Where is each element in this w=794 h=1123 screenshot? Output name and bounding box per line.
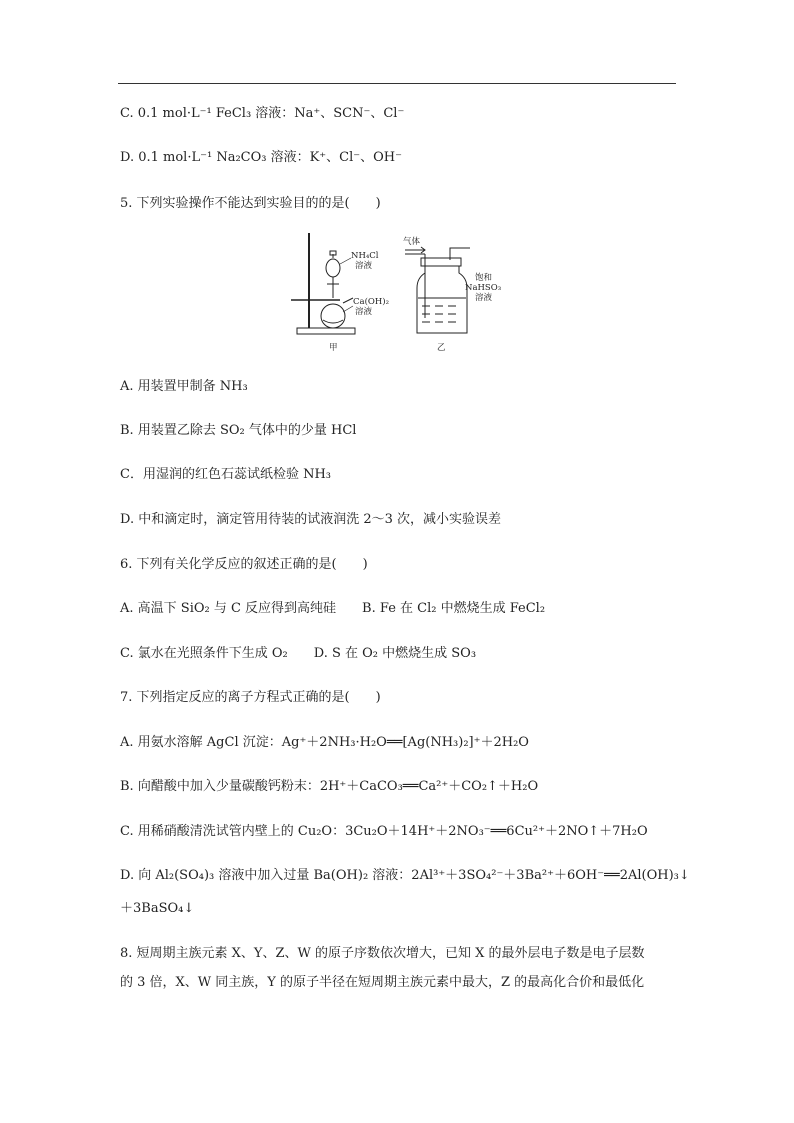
label-rongye-3: 溶液 [475, 293, 493, 303]
apparatus-diagram [285, 228, 502, 358]
option-5c: C．用湿润的红色石蕊试纸检验 NH₃ [120, 467, 332, 482]
option-7b: B. 向醋酸中加入少量碳酸钙粉末：2H⁺＋CaCO₃══Ca²⁺＋CO₂↑＋H₂O [120, 779, 539, 794]
question-8-line-1: 8. 短周期主族元素 X、Y、Z、W 的原子序数依次增大，已知 X 的最外层电子数是电子层数 [120, 946, 645, 961]
option-6ab: A. 高温下 SiO₂ 与 C 反应得到高纯硅 B. Fe 在 Cl₂ 中燃烧生成 FeCl₂ [120, 601, 546, 616]
question-7: 7. 下列指定反应的离子方程式正确的是( ) [120, 690, 381, 705]
separatory-funnel [326, 259, 340, 277]
option-4d: D. 0.1 mol·L⁻¹ Na₂CO₃ 溶液：K⁺、Cl⁻、OH⁻ [120, 150, 402, 165]
option-7a: A. 用氨水溶解 AgCl 沉淀：Ag⁺＋2NH₃·H₂O══[Ag(NH₃)₂]⁺＋2H₂O [120, 735, 529, 750]
question-5: 5. 下列实验操作不能达到实验目的的是( ) [120, 196, 381, 211]
apparatus-figure [285, 228, 502, 358]
option-5a: A. 用装置甲制备 NH₃ [120, 379, 248, 394]
option-7d: D. 向 Al₂(SO₄)₃ 溶液中加入过量 Ba(OH)₂ 溶液：2Al³⁺＋3SO₄²⁻＋3Ba²⁺＋6OH⁻══2Al(OH)₃↓ [120, 868, 690, 883]
question-6: 6. 下列有关化学反应的叙述正确的是( ) [120, 557, 368, 572]
label-jia: 甲 [329, 343, 338, 353]
round-flask [321, 304, 345, 328]
label-baohe: 饱和 [475, 273, 493, 283]
stopper [421, 258, 461, 266]
option-6cd: C. 氯水在光照条件下生成 O₂ D. S 在 O₂ 中燃烧生成 SO₃ [120, 646, 477, 661]
label-rongye-1: 溶液 [355, 261, 373, 271]
label-nh4cl: NH₄Cl [351, 251, 379, 261]
label-qiti: 气体 [403, 237, 421, 247]
header-rule [118, 83, 676, 84]
stand-base [297, 328, 355, 334]
option-4c: C. 0.1 mol·L⁻¹ FeCl₃ 溶液：Na⁺、SCN⁻、Cl⁻ [120, 106, 405, 121]
option-7d-continued: ＋3BaSO₄↓ [120, 901, 195, 916]
label-caoh2: Ca(OH)₂ [353, 297, 389, 307]
label-nahso3: NaHSO₃ [465, 283, 502, 293]
apparatus-jia [291, 233, 355, 334]
question-8-line-2: 的 3 倍，X、W 同主族，Y 的原子半径在短周期主族元素中最大，Z 的最高化合价和最低化 [120, 975, 645, 990]
label-rongye-2: 溶液 [355, 307, 373, 317]
apparatus-yi [405, 247, 470, 333]
option-5d: D. 中和滴定时，滴定管用待装的试液润洗 2～3 次，减小实验误差 [120, 512, 502, 527]
label-yi: 乙 [437, 343, 446, 353]
option-7c: C. 用稀硝酸清洗试管内壁上的 Cu₂O：3Cu₂O＋14H⁺＋2NO₃⁻══6Cu²⁺＋2NO↑＋7H₂O [120, 824, 648, 839]
option-5b: B. 用装置乙除去 SO₂ 气体中的少量 HCl [120, 423, 357, 438]
